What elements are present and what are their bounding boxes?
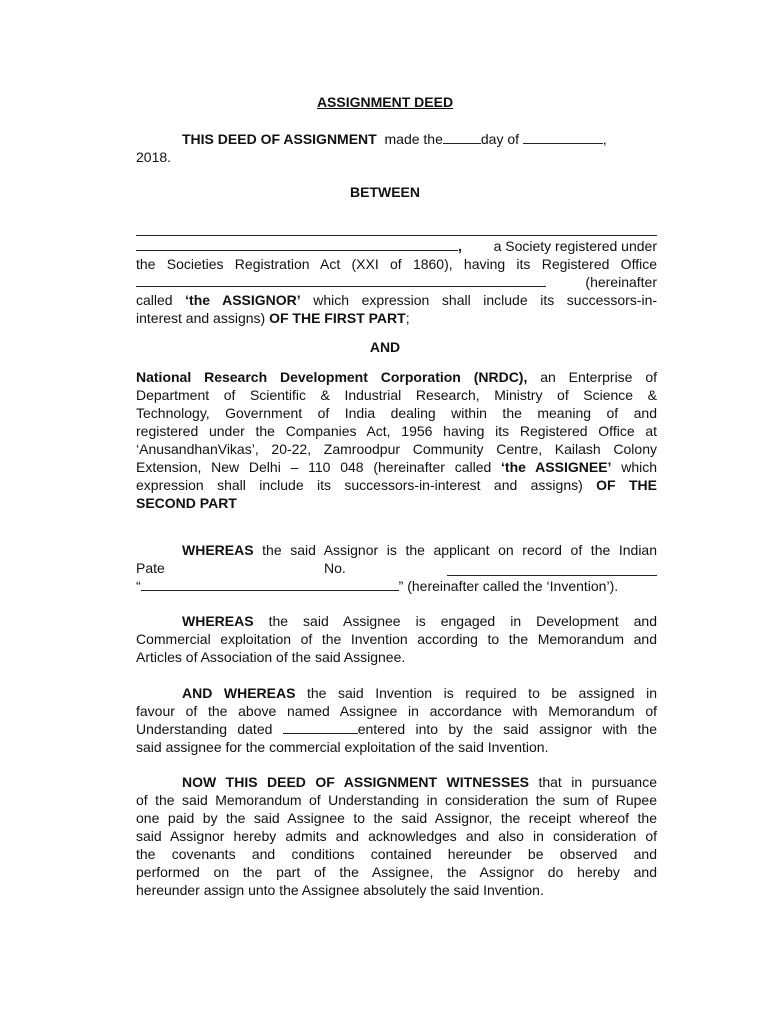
day-of-text: day of [480,131,520,147]
whereas1-line-3 [136,577,657,595]
whereas1-line-1 [182,541,657,559]
the-assignor-term: ‘the ASSIGNOR’ [185,292,301,308]
pate-text: Pate [136,560,165,576]
intro-lead: THIS DEED OF ASSIGNMENT [182,131,377,147]
whereas3-line-3-post: entered into by the said assignor with the [357,721,657,737]
assignor-line-3 [136,273,657,291]
month-blank [523,143,603,144]
whereas2-line-2: Commercial exploitation of the Invention according to the Memorandum and [136,631,657,647]
whereas2-line-3: Articles of Association of the said Assignee. [136,649,406,665]
patent-number-blank [447,559,657,576]
whereas3-line-3-pre: Understanding dated [136,721,273,737]
intro-year: 2018. [136,149,172,165]
assignor-name-blank [136,250,458,251]
whereas2-lead: WHEREAS [182,613,254,629]
witnesses-line-6: performed on the part of the Assignee, the Assignor do hereby and [136,864,657,880]
assignee-line-7 [136,476,657,494]
document-title: ASSIGNMENT DEED [316,94,454,110]
assignor-line-5-post: ; [405,310,410,326]
whereas2-line-1 [182,612,657,630]
assignee-line-7-pre: expression shall include its successors-in-interest and assigns) [136,477,583,493]
assignor-line-4 [136,291,657,309]
assignee-line-5: ‘AnusandhanVikas’, 20-22, Zamroodpur Community Centre, Kailash Colony [136,441,657,457]
witnesses-line-1-tail: that in pursuance [538,774,658,790]
assignee-line-2: Department of Scientific & Industrial Research, Ministry of Science & [136,387,657,403]
whereas1-line-2 [136,559,657,577]
whereas1-line-1-tail: the said Assignor is the applicant on record of the Indian [262,542,658,558]
witnesses-line-2: of the said Memorandum of Understanding in consideration the sum of Rupee [136,792,657,808]
registered-office-blank [136,286,546,287]
assignee-name: National Research Development Corporation (NRDC), [136,369,528,385]
called-text: called [136,292,173,308]
invention-title-blank [141,590,399,591]
no-text: No. [324,560,346,576]
day-blank [443,143,481,144]
and-heading: AND [369,339,401,355]
mou-date-blank [283,733,358,734]
assignor-name-blank-line [136,235,657,236]
assignee-line-6-post: which [621,459,657,475]
whereas1-line-3-tail: ” (hereinafter called the ‘Invention’). [398,578,619,594]
assignee-line-4: registered under the Companies Act, 1956 having its Registered Office at [136,423,657,439]
witnesses-line-1 [182,773,657,791]
second-part-term: SECOND PART [136,495,237,511]
witnesses-line-7: hereunder assign unto the Assignee absolutely the said Invention. [136,882,544,898]
of-the-term: OF THE [596,477,657,493]
intro-comma: , [602,131,607,147]
between-heading: BETWEEN [350,184,420,200]
assignee-line-8 [136,494,657,512]
assignee-line-6-pre: Extension, New Delhi – 110 048 (hereinafter called [136,459,492,475]
open-quote: “ [136,578,141,594]
assignor-line-1-tail: a Society registered under [493,238,657,254]
first-part-term: OF THE FIRST PART [269,310,406,326]
assignee-line-3: Technology, Government of India dealing within the meaning of and [136,405,657,421]
whereas3-line-2: favour of the above named Assignee in accordance with Memorandum of [136,703,657,719]
whereas3-line-1-tail: the said Invention is required to be assigned in [307,685,658,701]
assignor-line-2: the Societies Registration Act (XXI of 1860), having its Registered Office [136,256,657,272]
whereas3-lead: AND WHEREAS [182,685,296,701]
made-the-text: made the [384,131,443,147]
whereas1-lead: WHEREAS [182,542,254,558]
witnesses-line-5: the covenants and conditions contained hereunder be observed and [136,846,657,862]
assignor-comma: , [458,238,462,254]
assignee-line-1-tail: an Enterprise of [540,369,658,385]
assignee-line-6 [136,458,657,476]
witnesses-line-4: said Assignor hereby admits and acknowledges and also in consideration of [136,828,657,844]
assignor-line-5-pre: interest and assigns) [136,310,266,326]
the-assignee-term: ‘the ASSIGNEE’ [501,459,612,475]
whereas3-line-3 [136,720,657,738]
hereinafter-text: (hereinafter [585,274,657,290]
intro-line [182,130,657,148]
assignor-line-5 [136,309,657,327]
assignee-line-1 [136,368,657,386]
assignor-line-4-tail: which expression shall include its successors-in- [313,292,658,308]
assignor-line-1 [136,237,657,255]
witnesses-line-3: one paid by the said Assignee to the said Assignor, the receipt whereof the [136,810,657,826]
whereas3-line-4: said assignee for the commercial exploitation of the said Invention. [136,739,549,755]
witnesses-lead: NOW THIS DEED OF ASSIGNMENT WITNESSES [182,774,529,790]
whereas2-line-1-tail: the said Assignee is engaged in Development and [268,613,657,629]
whereas3-line-1 [182,684,657,702]
